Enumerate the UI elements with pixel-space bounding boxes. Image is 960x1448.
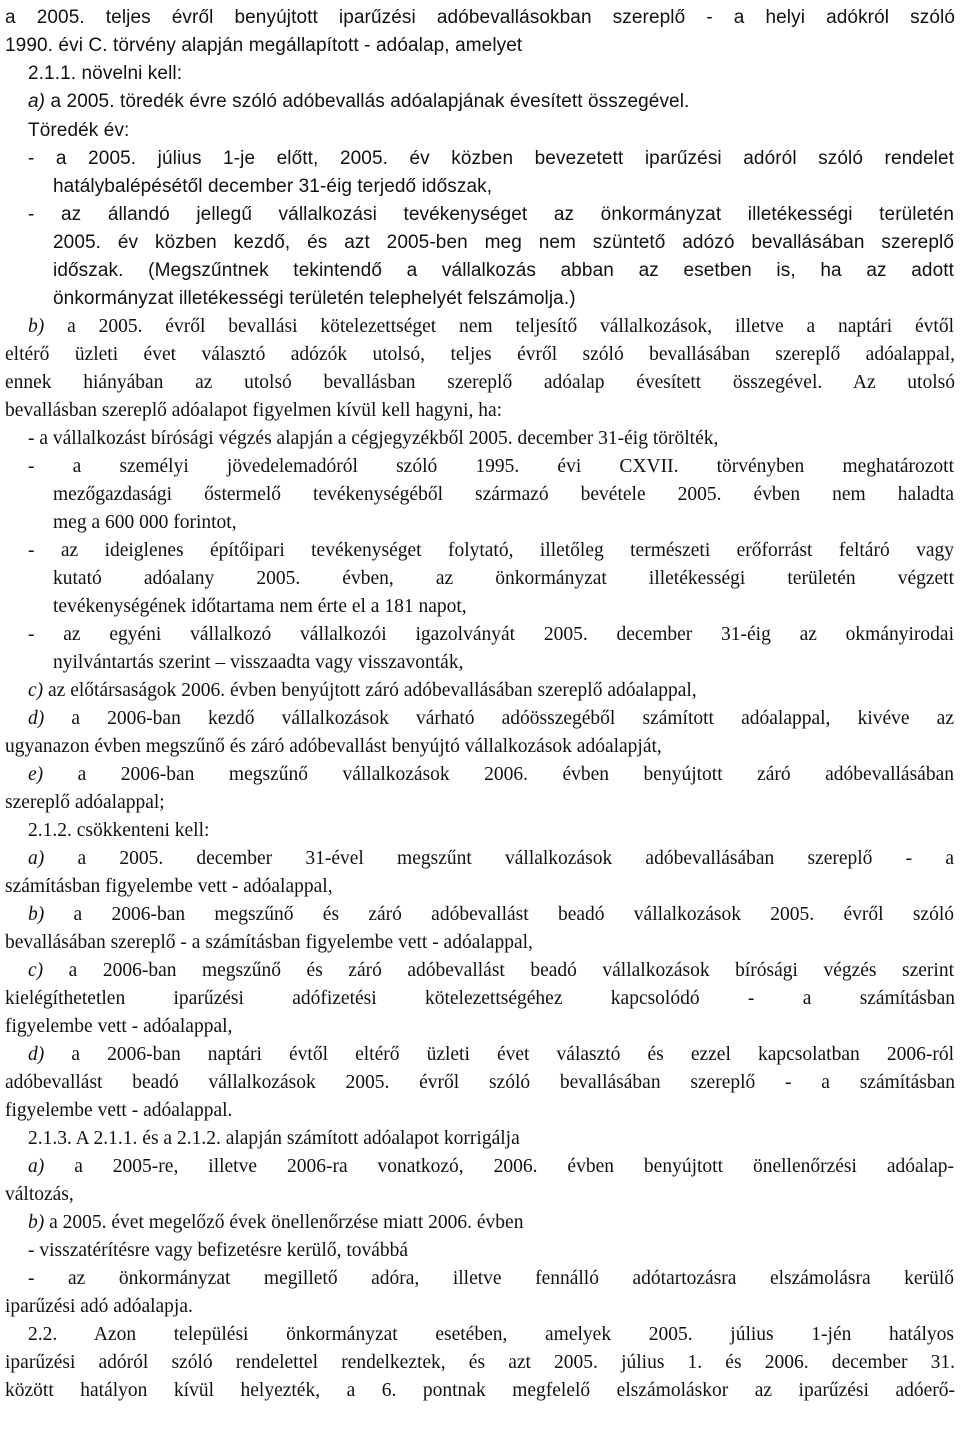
text-line: c) a 2006-ban megszűnő és záró adóbevallást beadó vállalkozások bírósági végzés szerint — [28, 960, 954, 981]
text-line: időszak. (Megszűntnek tekintendő a vállalkozás abban az esetben is, ha az adott — [53, 260, 954, 281]
text-line: d) a 2006-ban kezdő vállalkozások várható adóösszegéből számított adóalappal, kivéve az — [28, 708, 954, 729]
list-marker: b) — [28, 904, 45, 925]
text-line: mezőgazdasági őstermelő tevékenységéből származó bevétele 2005. évben nem haladta — [53, 484, 954, 505]
list-marker: e) — [28, 764, 44, 785]
text-line: iparűzési adó adóalapja. — [5, 1296, 193, 1317]
text-line: b) a 2006-ban megszűnő és záró adóbevallást beadó vállalkozások 2005. évről szóló — [28, 904, 954, 925]
text-line: meg a 600 000 forintot, — [53, 512, 237, 533]
text-line: hatálybalépésétől december 31-éig terjedő időszak, — [53, 176, 493, 197]
text-line: bevallásban szereplő adóalapot figyelmen kívül kell hagyni, ha: — [5, 400, 503, 421]
text-line: eltérő üzleti évet választó adózók utolsó, teljes évről szóló bevallásában szereplő adóalappal, — [5, 344, 955, 365]
list-marker: b) — [28, 1212, 45, 1233]
text-line: kielégíthetetlen iparűzési adófizetési kötelezettségéhez kapcsolódó - a számításban — [5, 988, 955, 1009]
text-line: - az egyéni vállalkozó vállalkozói igazolványát 2005. december 31-éig az okmányirodai — [28, 624, 954, 645]
list-marker: b) — [28, 316, 45, 337]
text-line: önkormányzat illetékességi területén telephelyét felszámolja.) — [53, 288, 576, 309]
text-line: adóbevallást beadó vállalkozások 2005. évről szóló bevallásában szereplő - a számításban — [5, 1072, 955, 1093]
text-line: figyelembe vett - adóalappal, — [5, 1016, 233, 1037]
text-line: Töredék év: — [28, 120, 130, 141]
text-line: - az állandó jellegű vállalkozási tevékenységet az önkormányzat illetékességi területén — [28, 204, 954, 225]
section-heading: 2.2. Azon települési önkormányzat esetében, amelyek 2005. július 1-jén hatályos — [28, 1324, 954, 1345]
text-line: 2005. év közben kezdő, és azt 2005-ben meg nem szüntető adózó bevallásában szereplő — [53, 232, 954, 253]
text-line: 1990. évi C. törvény alapján megállapított - adóalap, amelyet — [5, 35, 523, 56]
text-line: változás, — [5, 1184, 74, 1205]
list-marker: a) — [28, 848, 45, 869]
text-line: nyilvántartás szerint – visszaadta vagy visszavonták, — [53, 652, 464, 673]
section-heading: 2.1.3. A 2.1.1. és a 2.1.2. alapján számított adóalapot korrigálja — [28, 1128, 520, 1149]
text-line: b) a 2005. évet megelőző évek önellenőrzése miatt 2006. évben — [28, 1212, 524, 1233]
list-marker: c) — [28, 680, 44, 701]
text-line: ennek hiányában az utolsó bevallásban szereplő adóalap évesített összegével. Az utolsó — [5, 372, 955, 393]
text-line: a) a 2005-re, illetve 2006-ra vonatkozó, 2006. évben benyújtott önellenőrzési adóalap- — [28, 1156, 954, 1177]
text-line: ugyanazon évben megszűnő és záró adóbevallást benyújtó vállalkozások adóalapját, — [5, 736, 662, 757]
text-line: e) a 2006-ban megszűnő vállalkozások 2006. évben benyújtott záró adóbevallásában — [28, 764, 954, 785]
text-line: iparűzési adóról szóló rendelettel rendelkeztek, és azt 2005. július 1. és 2006. december 31. — [5, 1352, 955, 1373]
text-line: a) a 2005. december 31-ével megszűnt vállalkozások adóbevallásában szereplő - a — [28, 848, 954, 869]
list-marker: c) — [28, 960, 44, 981]
text-line: - a személyi jövedelemadóról szóló 1995. évi CXVII. törvényben meghatározott — [28, 456, 954, 477]
text-line: számításban figyelembe vett - adóalappal, — [5, 876, 333, 897]
text-line: között hatályon kívül helyezték, a 6. pontnak megfelelő elszámoláskor az iparűzési adóerő- — [5, 1380, 955, 1401]
text-line: kutató adóalany 2005. évben, az önkormányzat illetékességi területén végzett — [53, 568, 954, 589]
text-line: figyelembe vett - adóalappal. — [5, 1100, 233, 1121]
section-heading: 2.1.1. növelni kell: — [28, 63, 183, 84]
text-line: - az önkormányzat megillető adóra, illetve fennálló adótartozásra elszámolásra kerülő — [28, 1268, 954, 1289]
text-line: szereplő adóalappal; — [5, 792, 165, 813]
list-marker: a) — [28, 91, 46, 112]
list-marker: d) — [28, 708, 45, 729]
text-line: - a vállalkozást bírósági végzés alapján a cégjegyzékből 2005. december 31-éig törölték, — [28, 428, 719, 449]
text-line: b) a 2005. évről bevallási kötelezettséget nem teljesítő vállalkozások, illetve a naptári évtől — [28, 316, 954, 337]
list-marker: a) — [28, 1156, 45, 1177]
text-line: tevékenységének időtartama nem érte el a 181 napot, — [53, 596, 467, 617]
text-line: - a 2005. július 1-je előtt, 2005. év közben bevezetett iparűzési adóról szóló rendelet — [28, 148, 954, 169]
text-line: a) a 2005. töredék évre szóló adóbevallás adóalapjának évesített összegével. — [28, 91, 690, 112]
text-line: - visszatérítésre vagy befizetésre kerülő, továbbá — [28, 1240, 409, 1261]
text-line: c) az előtársaságok 2006. évben benyújtott záró adóbevallásában szereplő adóalappal, — [28, 680, 697, 701]
text-line: bevallásában szereplő - a számításban figyelembe vett - adóalappal, — [5, 932, 533, 953]
section-heading: 2.1.2. csökkenteni kell: — [28, 820, 210, 841]
list-marker: d) — [28, 1044, 45, 1065]
text-line: d) a 2006-ban naptári évtől eltérő üzleti évet választó és ezzel kapcsolatban 2006-ról — [28, 1044, 954, 1065]
text-line: a 2005. teljes évről benyújtott iparűzési adóbevallásokban szereplő - a helyi adókról szóló — [5, 7, 955, 28]
text-line: - az ideiglenes építőipari tevékenységet folytató, illetőleg természeti erőforrást feltáró vagy — [28, 540, 954, 561]
